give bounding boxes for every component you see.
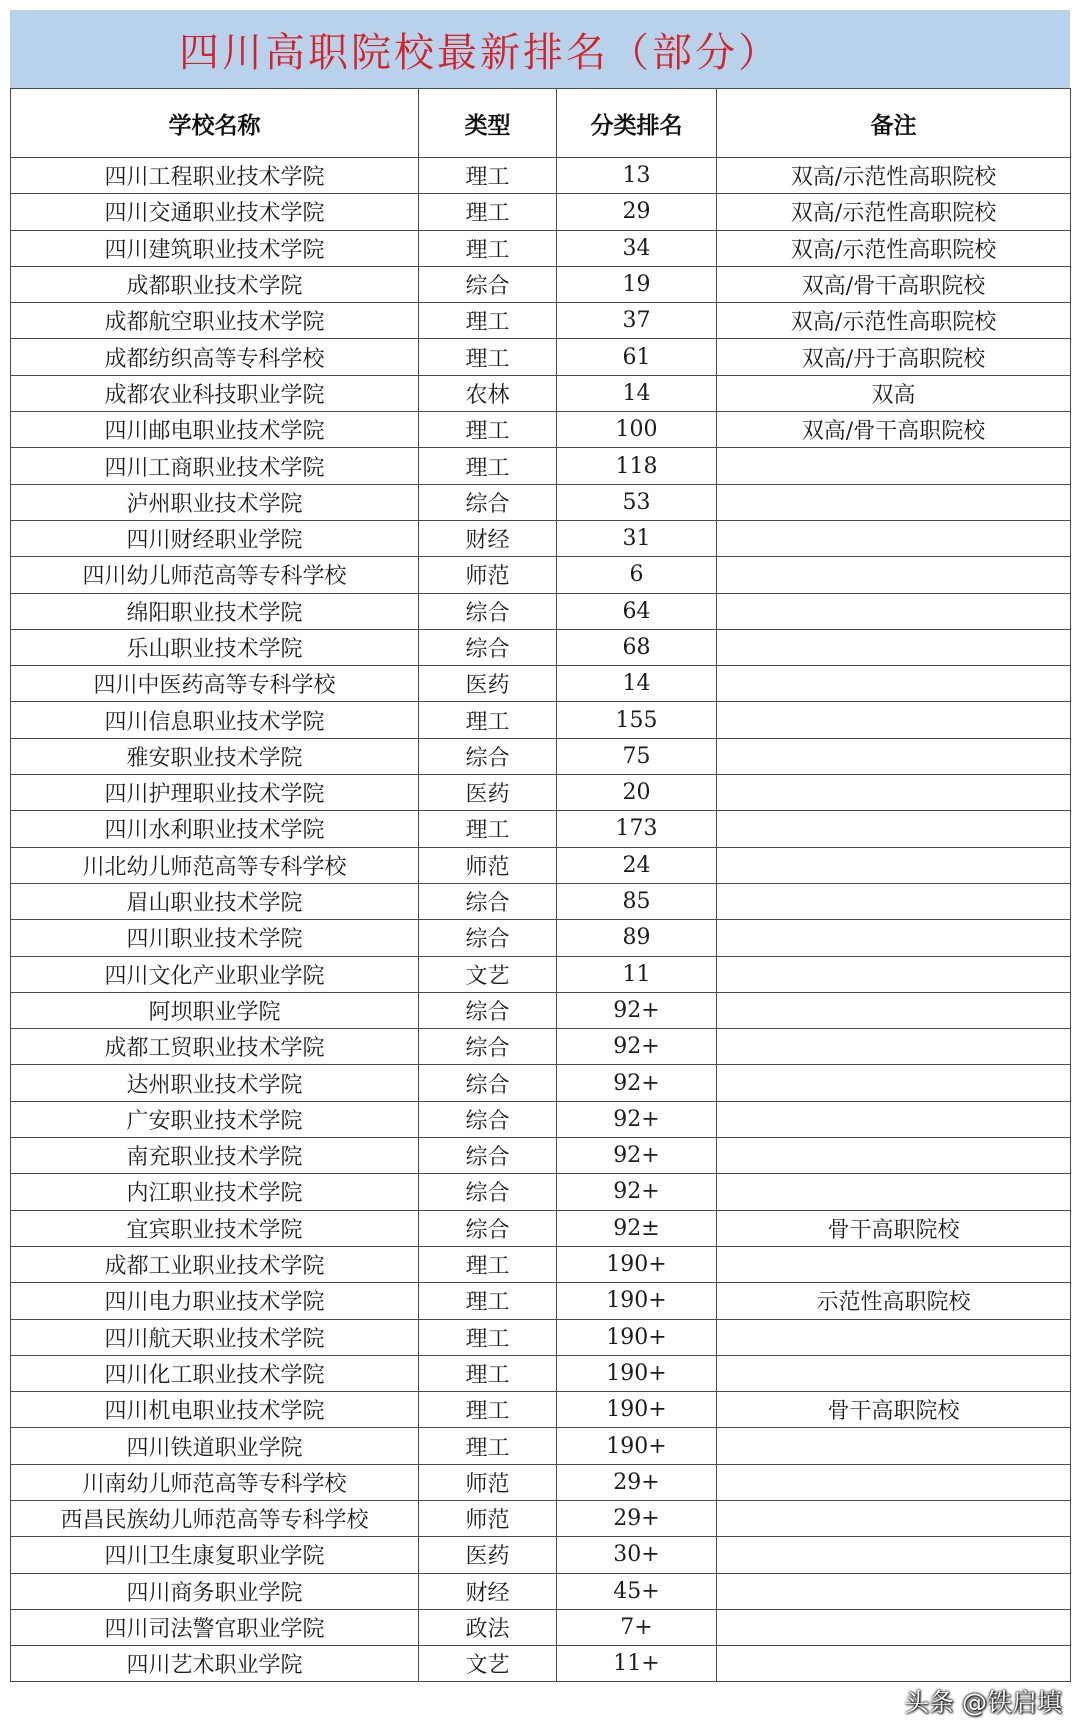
title-bar (10, 10, 1070, 88)
category-rank-cell: 190+ (557, 1246, 717, 1282)
table-row (11, 1573, 1071, 1609)
category-rank-cell: 14 (557, 666, 717, 702)
remarks-cell (717, 1428, 1071, 1464)
remarks-cell (717, 738, 1071, 774)
category-rank-cell: 37 (557, 303, 717, 339)
school-name-cell: 四川航天职业技术学院 (11, 1319, 419, 1355)
table-row (11, 1646, 1071, 1682)
school-name-cell: 四川护理职业技术学院 (11, 775, 419, 811)
table-row (11, 1246, 1071, 1282)
category-rank-cell: 19 (557, 266, 717, 302)
remarks-cell (717, 484, 1071, 520)
type-cell: 理工 (419, 1319, 557, 1355)
table-row (11, 883, 1071, 919)
table-row (11, 158, 1071, 194)
remarks-cell (717, 1500, 1071, 1536)
table-row (11, 375, 1071, 411)
school-name-cell: 四川文化产业职业学院 (11, 956, 419, 992)
table-row (11, 230, 1071, 266)
remarks-cell (717, 1646, 1071, 1682)
type-cell: 理工 (419, 448, 557, 484)
type-cell: 文艺 (419, 956, 557, 992)
category-rank-cell: 13 (557, 158, 717, 194)
type-cell: 理工 (419, 811, 557, 847)
school-name-cell: 川南幼儿师范高等专科学校 (11, 1464, 419, 1500)
type-cell: 综合 (419, 738, 557, 774)
page-title: 四川高职院校最新排名（部分） (179, 29, 781, 76)
category-rank-cell: 190+ (557, 1283, 717, 1319)
category-rank-cell: 89 (557, 920, 717, 956)
school-name-cell: 成都农业科技职业学院 (11, 375, 419, 411)
type-cell: 文艺 (419, 1646, 557, 1682)
school-name-cell: 四川邮电职业技术学院 (11, 412, 419, 448)
school-name-cell: 广安职业技术学院 (11, 1101, 419, 1137)
type-cell: 理工 (419, 230, 557, 266)
category-rank-cell: 68 (557, 629, 717, 665)
category-rank-cell: 75 (557, 738, 717, 774)
table-row (11, 811, 1071, 847)
remarks-cell: 双高/骨干高职院校 (717, 266, 1071, 302)
type-cell: 综合 (419, 992, 557, 1028)
school-name-cell: 四川商务职业学院 (11, 1573, 419, 1609)
remarks-cell (717, 666, 1071, 702)
type-cell: 综合 (419, 920, 557, 956)
table-row (11, 1210, 1071, 1246)
remarks-cell: 骨干高职院校 (717, 1392, 1071, 1428)
category-rank-cell: 85 (557, 883, 717, 919)
platform-watermark: 头条 @铁启填 (904, 1688, 1062, 1717)
category-rank-cell: 11 (557, 956, 717, 992)
school-name-cell: 四川中医药高等专科学校 (11, 666, 419, 702)
type-cell: 财经 (419, 520, 557, 556)
category-rank-cell: 11+ (557, 1646, 717, 1682)
school-name-cell: 成都工业职业技术学院 (11, 1246, 419, 1282)
type-cell: 师范 (419, 557, 557, 593)
table-row (11, 1174, 1071, 1210)
school-name-cell: 四川艺术职业学院 (11, 1646, 419, 1682)
category-rank-cell: 173 (557, 811, 717, 847)
category-rank-cell: 29+ (557, 1500, 717, 1536)
type-cell: 理工 (419, 339, 557, 375)
remarks-cell (717, 883, 1071, 919)
table-row (11, 1065, 1071, 1101)
column-header-remarks: 备注 (717, 89, 1071, 158)
type-cell: 综合 (419, 629, 557, 665)
remarks-cell (717, 1246, 1071, 1282)
category-rank-cell: 92+ (557, 992, 717, 1028)
table-row (11, 412, 1071, 448)
remarks-cell (717, 448, 1071, 484)
school-name-cell: 四川信息职业技术学院 (11, 702, 419, 738)
category-rank-cell: 29 (557, 194, 717, 230)
category-rank-cell: 190+ (557, 1392, 717, 1428)
category-rank-cell: 14 (557, 375, 717, 411)
table-header-row (11, 89, 1071, 158)
remarks-cell (717, 593, 1071, 629)
table-row (11, 339, 1071, 375)
type-cell: 医药 (419, 1537, 557, 1573)
table-row (11, 593, 1071, 629)
column-header-category-rank: 分类排名 (557, 89, 717, 158)
type-cell: 综合 (419, 883, 557, 919)
remarks-cell (717, 1101, 1071, 1137)
column-header-type: 类型 (419, 89, 557, 158)
category-rank-cell: 20 (557, 775, 717, 811)
type-cell: 综合 (419, 1138, 557, 1174)
school-name-cell: 成都纺织高等专科学校 (11, 339, 419, 375)
column-header-school-name: 学校名称 (11, 89, 419, 158)
school-name-cell: 四川职业技术学院 (11, 920, 419, 956)
table-row (11, 1392, 1071, 1428)
category-rank-cell: 24 (557, 847, 717, 883)
table-row (11, 629, 1071, 665)
remarks-cell: 双高/示范性高职院校 (717, 194, 1071, 230)
category-rank-cell: 100 (557, 412, 717, 448)
table-row (11, 1428, 1071, 1464)
table-row (11, 1500, 1071, 1536)
school-name-cell: 四川化工职业技术学院 (11, 1355, 419, 1391)
table-body (11, 158, 1071, 1682)
table-row (11, 194, 1071, 230)
type-cell: 师范 (419, 847, 557, 883)
school-name-cell: 四川电力职业技术学院 (11, 1283, 419, 1319)
remarks-cell: 示范性高职院校 (717, 1283, 1071, 1319)
category-rank-cell: 45+ (557, 1573, 717, 1609)
table-row (11, 775, 1071, 811)
school-name-cell: 泸州职业技术学院 (11, 484, 419, 520)
category-rank-cell: 92+ (557, 1101, 717, 1137)
table-row (11, 557, 1071, 593)
school-name-cell: 绵阳职业技术学院 (11, 593, 419, 629)
remarks-cell (717, 775, 1071, 811)
remarks-cell (717, 847, 1071, 883)
table-row (11, 303, 1071, 339)
table-row (11, 1319, 1071, 1355)
category-rank-cell: 34 (557, 230, 717, 266)
school-name-cell: 宜宾职业技术学院 (11, 1210, 419, 1246)
category-rank-cell: 53 (557, 484, 717, 520)
school-name-cell: 四川铁道职业学院 (11, 1428, 419, 1464)
remarks-cell: 双高 (717, 375, 1071, 411)
type-cell: 综合 (419, 1101, 557, 1137)
school-name-cell: 四川幼儿师范高等专科学校 (11, 557, 419, 593)
school-name-cell: 四川建筑职业技术学院 (11, 230, 419, 266)
school-name-cell: 川北幼儿师范高等专科学校 (11, 847, 419, 883)
remarks-cell (717, 702, 1071, 738)
remarks-cell (717, 992, 1071, 1028)
type-cell: 综合 (419, 1029, 557, 1065)
category-rank-cell: 29+ (557, 1464, 717, 1500)
remarks-cell (717, 920, 1071, 956)
remarks-cell (717, 1029, 1071, 1065)
school-name-cell: 四川交通职业技术学院 (11, 194, 419, 230)
remarks-cell (717, 1537, 1071, 1573)
school-name-cell: 成都工贸职业技术学院 (11, 1029, 419, 1065)
table-row (11, 1029, 1071, 1065)
school-name-cell: 四川工程职业技术学院 (11, 158, 419, 194)
school-name-cell: 成都航空职业技术学院 (11, 303, 419, 339)
table-row (11, 484, 1071, 520)
type-cell: 理工 (419, 702, 557, 738)
type-cell: 理工 (419, 1428, 557, 1464)
remarks-cell (717, 1464, 1071, 1500)
type-cell: 理工 (419, 1246, 557, 1282)
school-name-cell: 眉山职业技术学院 (11, 883, 419, 919)
table-row (11, 520, 1071, 556)
school-name-cell: 内江职业技术学院 (11, 1174, 419, 1210)
remarks-cell (717, 1065, 1071, 1101)
remarks-cell: 双高/示范性高职院校 (717, 158, 1071, 194)
school-name-cell: 四川机电职业技术学院 (11, 1392, 419, 1428)
category-rank-cell: 31 (557, 520, 717, 556)
type-cell: 医药 (419, 775, 557, 811)
remarks-cell (717, 1174, 1071, 1210)
category-rank-cell: 190+ (557, 1355, 717, 1391)
school-name-cell: 阿坝职业学院 (11, 992, 419, 1028)
table-row (11, 847, 1071, 883)
school-name-cell: 四川财经职业学院 (11, 520, 419, 556)
type-cell: 理工 (419, 303, 557, 339)
type-cell: 师范 (419, 1500, 557, 1536)
type-cell: 农林 (419, 375, 557, 411)
category-rank-cell: 118 (557, 448, 717, 484)
type-cell: 理工 (419, 1283, 557, 1319)
remarks-cell (717, 956, 1071, 992)
table-row (11, 266, 1071, 302)
table-row (11, 1464, 1071, 1500)
type-cell: 政法 (419, 1609, 557, 1645)
ranking-sheet (10, 10, 1070, 1725)
category-rank-cell: 92± (557, 1210, 717, 1246)
school-name-cell: 达州职业技术学院 (11, 1065, 419, 1101)
category-rank-cell: 190+ (557, 1428, 717, 1464)
table-row (11, 992, 1071, 1028)
type-cell: 综合 (419, 593, 557, 629)
remarks-cell (717, 1319, 1071, 1355)
type-cell: 综合 (419, 1210, 557, 1246)
table-row (11, 1609, 1071, 1645)
remarks-cell: 双高/示范性高职院校 (717, 230, 1071, 266)
type-cell: 理工 (419, 1392, 557, 1428)
school-name-cell: 雅安职业技术学院 (11, 738, 419, 774)
remarks-cell (717, 1355, 1071, 1391)
category-rank-cell: 190+ (557, 1319, 717, 1355)
table-row (11, 1537, 1071, 1573)
remarks-cell (717, 557, 1071, 593)
type-cell: 理工 (419, 1355, 557, 1391)
category-rank-cell: 6 (557, 557, 717, 593)
type-cell: 综合 (419, 1065, 557, 1101)
remarks-cell (717, 1138, 1071, 1174)
category-rank-cell: 92+ (557, 1029, 717, 1065)
type-cell: 理工 (419, 158, 557, 194)
type-cell: 综合 (419, 1174, 557, 1210)
category-rank-cell: 92+ (557, 1065, 717, 1101)
school-name-cell: 南充职业技术学院 (11, 1138, 419, 1174)
type-cell: 理工 (419, 412, 557, 448)
type-cell: 师范 (419, 1464, 557, 1500)
type-cell: 医药 (419, 666, 557, 702)
table-row (11, 738, 1071, 774)
remarks-cell (717, 1609, 1071, 1645)
category-rank-cell: 64 (557, 593, 717, 629)
category-rank-cell: 92+ (557, 1174, 717, 1210)
remarks-cell: 双高/骨干高职院校 (717, 412, 1071, 448)
remarks-cell (717, 629, 1071, 665)
type-cell: 综合 (419, 484, 557, 520)
type-cell: 综合 (419, 266, 557, 302)
type-cell: 财经 (419, 1573, 557, 1609)
table-row (11, 1101, 1071, 1137)
ranking-table (10, 88, 1071, 1682)
remarks-cell: 双高/丹于高职院校 (717, 339, 1071, 375)
category-rank-cell: 61 (557, 339, 717, 375)
remarks-cell (717, 520, 1071, 556)
table-row (11, 1355, 1071, 1391)
category-rank-cell: 30+ (557, 1537, 717, 1573)
type-cell: 理工 (419, 194, 557, 230)
table-row (11, 702, 1071, 738)
remarks-cell (717, 1573, 1071, 1609)
category-rank-cell: 7+ (557, 1609, 717, 1645)
table-row (11, 1283, 1071, 1319)
remarks-cell: 骨干高职院校 (717, 1210, 1071, 1246)
remarks-cell: 双高/示范性高职院校 (717, 303, 1071, 339)
table-row (11, 666, 1071, 702)
school-name-cell: 四川司法警官职业学院 (11, 1609, 419, 1645)
table-row (11, 920, 1071, 956)
table-row (11, 448, 1071, 484)
category-rank-cell: 155 (557, 702, 717, 738)
school-name-cell: 乐山职业技术学院 (11, 629, 419, 665)
school-name-cell: 四川工商职业技术学院 (11, 448, 419, 484)
school-name-cell: 西昌民族幼儿师范高等专科学校 (11, 1500, 419, 1536)
school-name-cell: 成都职业技术学院 (11, 266, 419, 302)
category-rank-cell: 92+ (557, 1138, 717, 1174)
table-row (11, 1138, 1071, 1174)
table-row (11, 956, 1071, 992)
school-name-cell: 四川卫生康复职业学院 (11, 1537, 419, 1573)
remarks-cell (717, 811, 1071, 847)
school-name-cell: 四川水利职业技术学院 (11, 811, 419, 847)
